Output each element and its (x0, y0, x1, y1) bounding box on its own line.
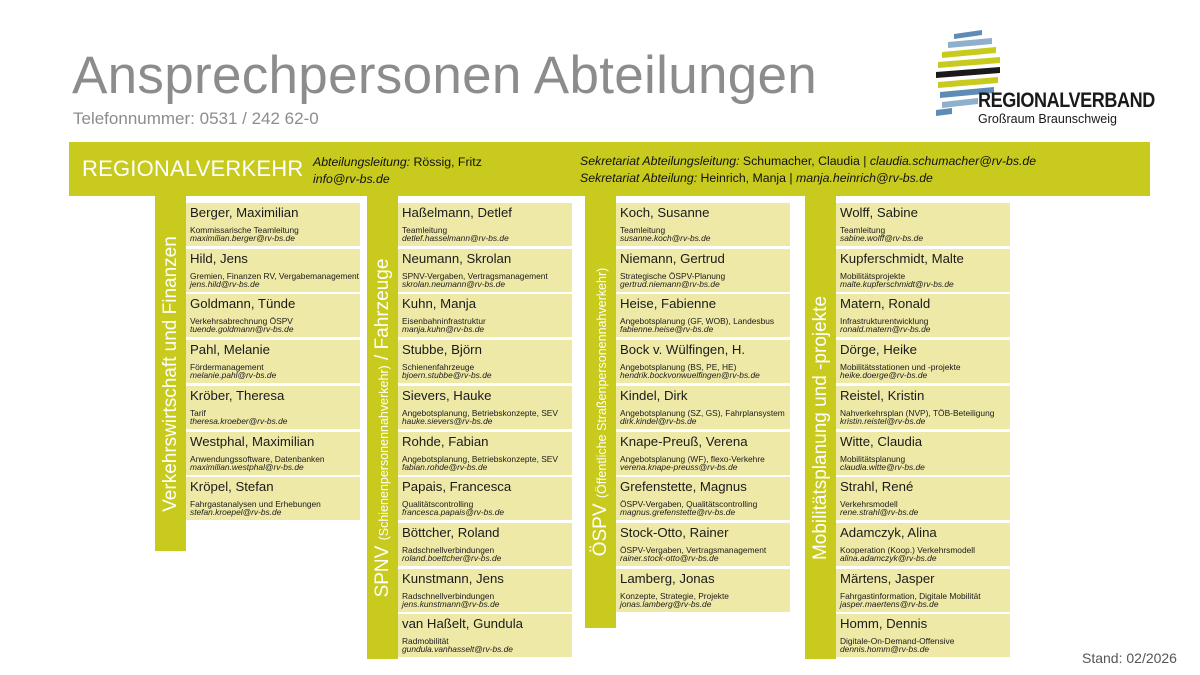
contact-role: Radschnellverbindungen (402, 544, 495, 555)
contact-email[interactable]: malte.kupferschmidt@rv-bs.de (840, 278, 954, 289)
contact-role: ÖSPV-Vergaben, Vertragsmanagement (620, 544, 767, 555)
contact-card (186, 477, 360, 521)
contact-card (836, 340, 1010, 384)
contact-email[interactable]: fabian.rohde@rv-bs.de (402, 461, 488, 472)
contact-card (186, 340, 360, 384)
secretariat-department (580, 171, 933, 185)
page-title: Ansprechpersonen Abteilungen (72, 46, 818, 105)
contact-role: Angebotsplanung (SZ, GS), Fahrplansystem (620, 407, 785, 418)
contact-email[interactable]: stefan.kroepel@rv-bs.de (190, 507, 282, 518)
head-email[interactable]: info@rv-bs.de (313, 172, 390, 186)
head-label: Abteilungsleitung: (313, 155, 411, 169)
secretariat-head-name: Schumacher, Claudia | (742, 154, 867, 168)
department-email (313, 172, 390, 186)
column-bar-oespv (585, 196, 616, 628)
contact-card (836, 569, 1010, 613)
contact-email[interactable]: maximilian.westphal@rv-bs.de (190, 461, 304, 472)
contact-email[interactable]: kristin.reistel@rv-bs.de (840, 415, 926, 426)
contact-email[interactable]: hendrik.bockvonwuelfingen@rv-bs.de (620, 370, 760, 381)
secretariat-email[interactable]: manja.heinrich@rv-bs.de (796, 171, 933, 185)
contact-role: Mobilitätsprojekte (840, 270, 906, 281)
contact-role: Angebotsplanung (GF, WOB), Landesbus (620, 316, 775, 327)
contact-card (398, 249, 572, 293)
logo-subtitle: Großraum Braunschweig (978, 112, 1117, 126)
contact-email[interactable]: francesca.papais@rv-bs.de (402, 507, 505, 518)
contact-name: Knape-Preuß, Verena (620, 433, 748, 449)
contact-name: Dörge, Heike (840, 342, 917, 358)
contact-email[interactable]: skrolan.neumann@rv-bs.de (402, 278, 506, 289)
contact-role: Angebotsplanung, Betriebskonzepte, SEV (402, 453, 558, 464)
contact-role: Tarif (190, 407, 206, 418)
contact-email[interactable]: manja.kuhn@rv-bs.de (402, 324, 485, 335)
contact-card (836, 614, 1010, 658)
contact-email[interactable]: sabine.wolff@rv-bs.de (840, 233, 923, 243)
contact-role: Digitale-On-Demand-Offensive (840, 636, 955, 647)
contact-card (836, 294, 1010, 338)
contact-role: Mobilitätsplanung (840, 453, 906, 464)
secretariat-label: Sekretariat Abteilung: (580, 171, 698, 185)
contact-email[interactable]: roland.boettcher@rv-bs.de (402, 552, 502, 563)
contact-email[interactable]: maximilian.berger@rv-bs.de (190, 233, 295, 243)
contact-name: Koch, Susanne (620, 205, 710, 220)
contact-card (616, 477, 790, 521)
secretariat-head-email[interactable]: claudia.schumacher@rv-bs.de (869, 154, 1037, 168)
contact-role: Teamleitung (402, 225, 448, 235)
contact-card (616, 340, 790, 384)
contact-name: Kröpel, Stefan (190, 479, 274, 495)
date-stamp: Stand: 02/2026 (1082, 650, 1177, 666)
contact-card (616, 294, 790, 338)
contact-name: Grefenstette, Magnus (620, 479, 747, 495)
contact-card (398, 340, 572, 384)
contact-email[interactable]: susanne.koch@rv-bs.de (620, 233, 711, 243)
contact-name: Pahl, Melanie (190, 342, 270, 358)
contact-card (836, 477, 1010, 521)
contact-role: Angebotsplanung (WF), flexo-Verkehre (620, 453, 765, 464)
column-bar-spnv (367, 196, 398, 659)
contact-name: Heise, Fabienne (620, 296, 717, 312)
secretariat-name: Heinrich, Manja | (700, 171, 793, 185)
contact-email[interactable]: hauke.sievers@rv-bs.de (402, 415, 493, 426)
contact-name: Witte, Claudia (840, 433, 923, 449)
contact-email[interactable]: detlef.hasselmann@rv-bs.de (402, 233, 509, 243)
contact-role: Fahrgastinformation, Digitale Mobilität (840, 590, 981, 601)
contact-role: Radschnellverbindungen (402, 590, 495, 601)
contact-card (398, 569, 572, 613)
contact-name: Niemann, Gertrud (620, 250, 725, 266)
contact-card (398, 477, 572, 521)
contact-role: Schienenfahrzeuge (402, 362, 475, 373)
contact-name: Homm, Dennis (840, 616, 928, 632)
contact-email[interactable]: jens.hild@rv-bs.de (190, 278, 260, 289)
contact-role: Kooperation (Koop.) Verkehrsmodell (840, 544, 976, 555)
contact-role: ÖSPV-Vergaben, Qualitätscontrolling (620, 499, 758, 510)
contact-name: Lamberg, Jonas (620, 570, 715, 586)
contact-name: Westphal, Maximilian (190, 433, 315, 449)
contact-role: Angebotsplanung (BS, PE, HE) (620, 362, 737, 373)
contact-role: Gremien, Finanzen RV, Vergabemanagement (190, 270, 359, 281)
contact-name: Sievers, Hauke (402, 387, 492, 403)
contact-email[interactable]: alina.adamczyk@rv-bs.de (840, 552, 937, 563)
contact-email[interactable]: rene.strahl@rv-bs.de (840, 507, 919, 518)
contact-role: Infrastrukturentwicklung (840, 316, 929, 327)
contact-card (186, 432, 360, 476)
contact-card (836, 203, 1010, 247)
contact-email[interactable]: bjoern.stubbe@rv-bs.de (402, 370, 492, 381)
head-name: Rössig, Fritz (413, 155, 482, 169)
contact-role: Mobilitätsstationen und -projekte (840, 362, 961, 373)
contact-name: Märtens, Jasper (840, 570, 935, 586)
contact-role: Radmobilität (402, 636, 449, 647)
contact-card (836, 249, 1010, 293)
contact-role: SPNV-Vergaben, Vertragsmanagement (402, 270, 548, 281)
contact-name: Böttcher, Roland (402, 524, 500, 540)
contact-name: Kröber, Theresa (190, 387, 285, 403)
contact-email[interactable]: melanie.pahl@rv-bs.de (190, 370, 277, 381)
contact-name: Kuhn, Manja (402, 296, 477, 312)
contact-name: Bock v. Wülfingen, H. (620, 342, 746, 358)
contact-card (398, 614, 572, 658)
contact-role: Nahverkehrsplan (NVP), TÖB-Beteiligung (840, 407, 995, 418)
contact-card (186, 249, 360, 293)
phone-number: Telefonnummer: 0531 / 242 62-0 (73, 109, 319, 128)
contact-name: Kindel, Dirk (620, 387, 688, 403)
contact-card (616, 569, 790, 613)
contact-name: Wolff, Sabine (840, 205, 918, 220)
contact-role: Qualitätscontrolling (402, 499, 474, 510)
contact-card (836, 523, 1010, 567)
contact-card (398, 523, 572, 567)
contact-name: Neumann, Skrolan (402, 250, 512, 266)
contact-name: Rohde, Fabian (402, 433, 489, 449)
contact-email[interactable]: dirk.kindel@rv-bs.de (620, 415, 697, 426)
department-head (313, 155, 482, 169)
contact-card (616, 249, 790, 293)
contact-role: Fördermanagement (190, 362, 264, 373)
contact-card (398, 432, 572, 476)
contact-name: Stock-Otto, Rainer (620, 524, 729, 540)
department-banner (69, 142, 1150, 196)
contact-name: Goldmann, Tünde (190, 296, 296, 312)
contact-name: Papais, Francesca (402, 479, 512, 495)
contact-email[interactable]: rainer.stock-otto@rv-bs.de (620, 552, 719, 563)
contact-email[interactable]: verena.knape-preuss@rv-bs.de (620, 461, 738, 472)
contact-card (186, 294, 360, 338)
contact-role: Verkehrsmodell (840, 499, 898, 510)
contact-role: Fahrgastanalysen und Erhebungen (190, 499, 321, 510)
contact-email[interactable]: theresa.kroeber@rv-bs.de (190, 415, 288, 426)
column-label: SPNV (Schienenpersonennahverkehr) / Fahrzeuge (371, 258, 393, 597)
contact-role: Anwendungssoftware, Datenbanken (190, 453, 325, 464)
contact-email[interactable]: fabienne.heise@rv-bs.de (620, 324, 714, 335)
column-label: Mobilitätsplanung und -projekte (809, 295, 831, 560)
contact-name: Hild, Jens (190, 250, 248, 266)
contact-role: Teamleitung (620, 225, 666, 235)
contact-name: Kunstmann, Jens (402, 570, 504, 586)
contact-email[interactable]: gundula.vanhasselt@rv-bs.de (402, 644, 513, 655)
column-label: Verkehrswirtschaft und Finanzen (159, 235, 181, 512)
contact-card (616, 432, 790, 476)
column-label: ÖSPV (Öffentliche Straßenpersonennahverkehr) (589, 267, 611, 557)
contact-email[interactable]: gertrud.niemann@rv-bs.de (620, 278, 720, 289)
contact-role: Konzepte, Strategie, Projekte (620, 590, 729, 601)
contact-name: Strahl, René (840, 479, 914, 495)
contact-card (186, 203, 360, 247)
contact-name: Kupferschmidt, Malte (840, 250, 964, 266)
contact-role: Angebotsplanung, Betriebskonzepte, SEV (402, 407, 558, 418)
contact-email[interactable]: jonas.lamberg@rv-bs.de (620, 598, 712, 609)
contact-name: Adamczyk, Alina (840, 524, 937, 540)
contact-email[interactable]: tuende.goldmann@rv-bs.de (190, 324, 294, 335)
contact-name: Reistel, Kristin (840, 387, 925, 403)
contact-role: Kommissarische Teamleitung (190, 225, 299, 235)
secretariat-head (580, 154, 1036, 168)
contact-card (616, 523, 790, 567)
contact-card (616, 203, 790, 247)
contact-role: Strategische ÖSPV-Planung (620, 270, 726, 281)
contact-name: Haßelmann, Detlef (402, 205, 512, 220)
contact-email[interactable]: heike.doerge@rv-bs.de (840, 370, 928, 381)
column-bar-verkehrswirtschaft (155, 196, 186, 551)
contact-card (836, 386, 1010, 430)
column-bar-mobilitaet (805, 196, 836, 659)
contact-name: Berger, Maximilian (190, 205, 299, 220)
contact-name: Matern, Ronald (840, 296, 931, 312)
contact-email[interactable]: jens.kunstmann@rv-bs.de (402, 598, 500, 609)
contact-email[interactable]: claudia.witte@rv-bs.de (840, 461, 925, 472)
secretariat-head-label: Sekretariat Abteilungsleitung: (580, 154, 740, 168)
contact-name: van Haßelt, Gundula (402, 616, 523, 632)
contact-name: Stubbe, Björn (402, 342, 482, 358)
contact-email[interactable]: dennis.homm@rv-bs.de (840, 644, 930, 655)
contact-card (186, 386, 360, 430)
contact-card (398, 203, 572, 247)
contact-card (398, 294, 572, 338)
department-title: REGIONALVERKEHR (82, 156, 304, 181)
contact-role: Verkehrsabrechnung ÖSPV (190, 316, 293, 327)
contact-email[interactable]: magnus.grefenstette@rv-bs.de (620, 507, 736, 518)
contact-card (398, 386, 572, 430)
contact-card (616, 386, 790, 430)
contact-card (836, 432, 1010, 476)
contact-role: Teamleitung (840, 225, 886, 235)
contact-role: Eisenbahninfrastruktur (402, 316, 486, 327)
logo-wordmark: REGIONALVERBAND (978, 89, 1155, 112)
contact-email[interactable]: jasper.maertens@rv-bs.de (840, 598, 939, 609)
contact-email[interactable]: ronald.matern@rv-bs.de (840, 324, 931, 335)
